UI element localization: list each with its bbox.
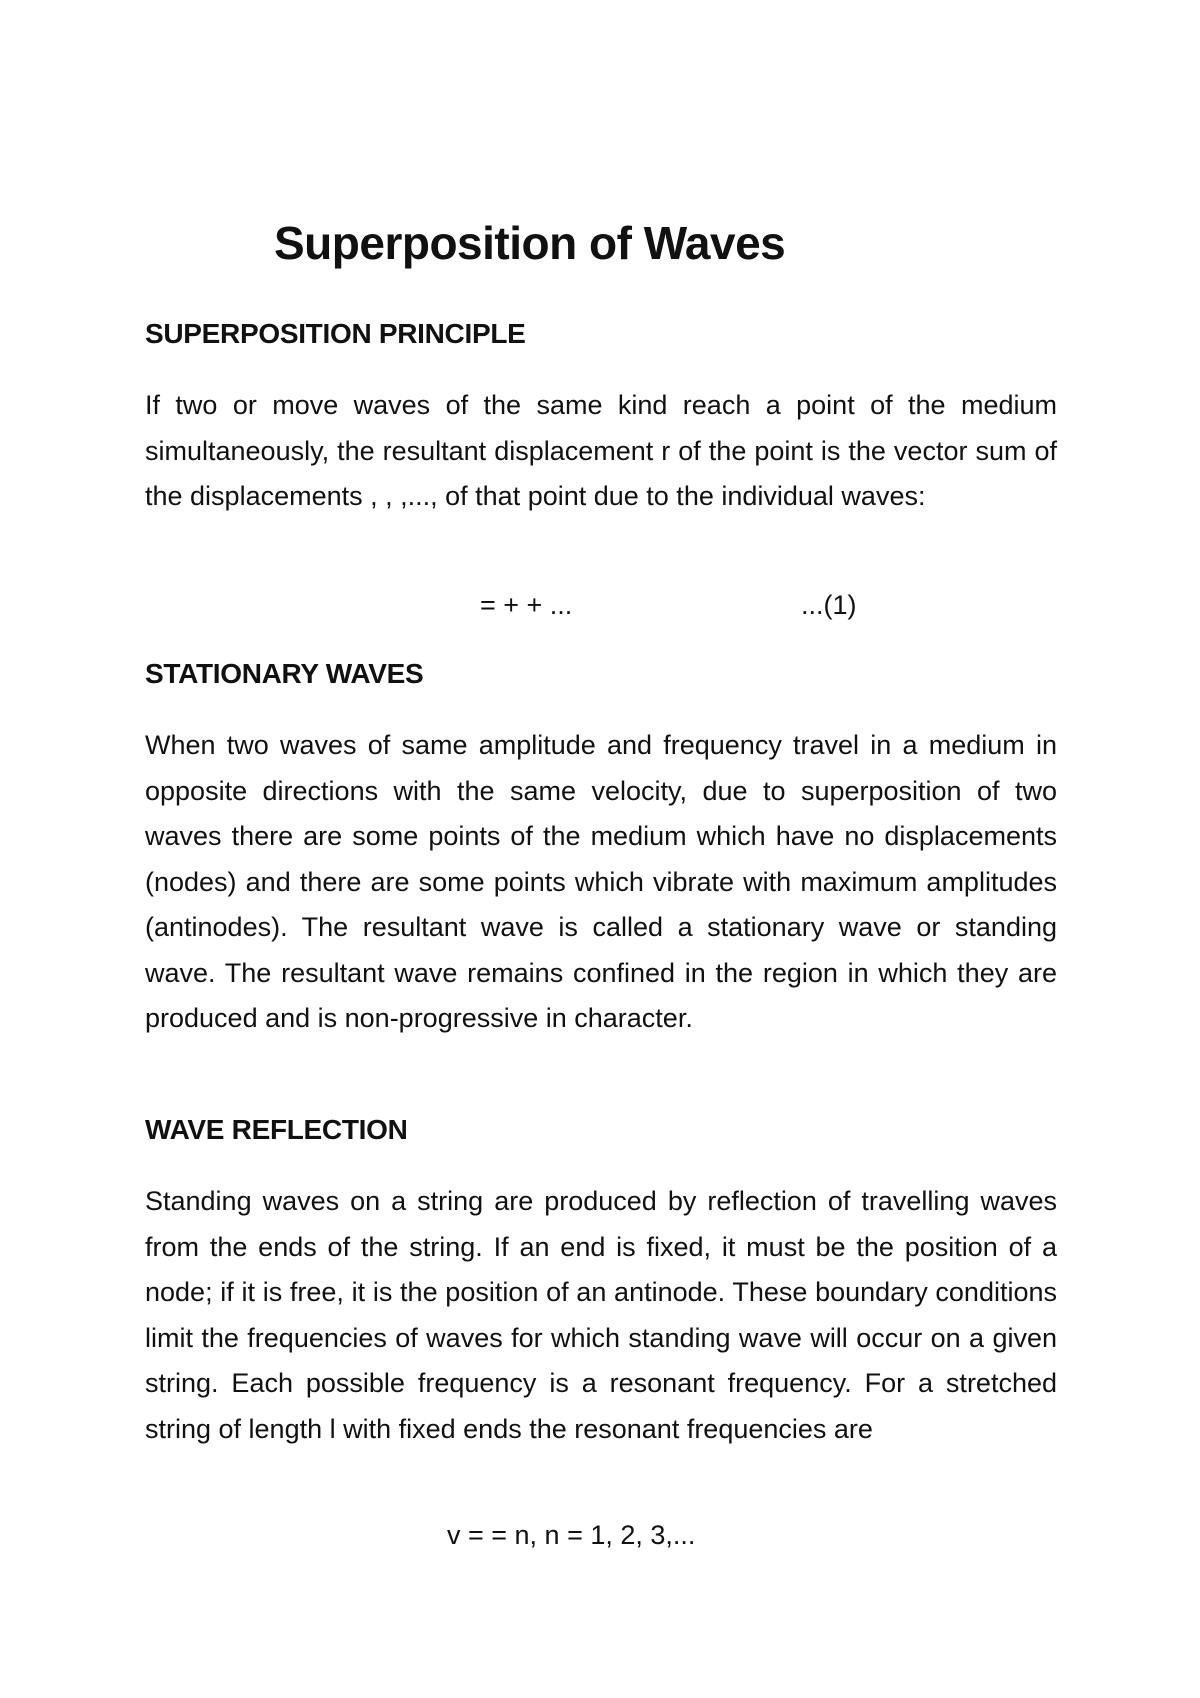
page-title: Superposition of Waves — [274, 217, 786, 269]
resonant-frequency-equation: v = = n, n = 1, 2, 3,... — [447, 1520, 696, 1550]
superposition-paragraph: If two or move waves of the same kind reach a point of the medium simultaneously, the resultant displacement r of the point is the vector sum of the displacements , , ,..., of that point due to the individual waves: — [145, 390, 1057, 511]
section-heading-wave-reflection: WAVE REFLECTION — [145, 1114, 408, 1145]
section-heading-superposition-principle: SUPERPOSITION PRINCIPLE — [145, 318, 526, 349]
section-heading-stationary-waves: STATIONARY WAVES — [145, 658, 424, 689]
stationary-waves-paragraph: When two waves of same amplitude and frequency travel in a medium in opposite directions with the same velocity, due to superposition of two waves there are some points of the medium which have no displacements (nodes) and there are some points which vibrate with maximum amplitudes (antinodes). The resultant wave is called a stationary wave or standing wave. The resultant wave remains confined in the region in which they are produced and is non-progressive in character. — [145, 730, 1057, 1033]
equation-number: ...(1) — [801, 590, 857, 620]
wave-reflection-paragraph: Standing waves on a string are produced by reflection of travelling waves from the ends of the string. If an end is fixed, it must be the position of a node; if it is free, it is the position of an antinode. These boundary conditions limit the frequencies of waves for which standing wave will occur on a given string. Each possible frequency is a resonant frequency. For a stretched string of length l with fixed ends the resonant frequencies are — [145, 1186, 1057, 1444]
superposition-equation: = + + ... — [480, 590, 573, 620]
